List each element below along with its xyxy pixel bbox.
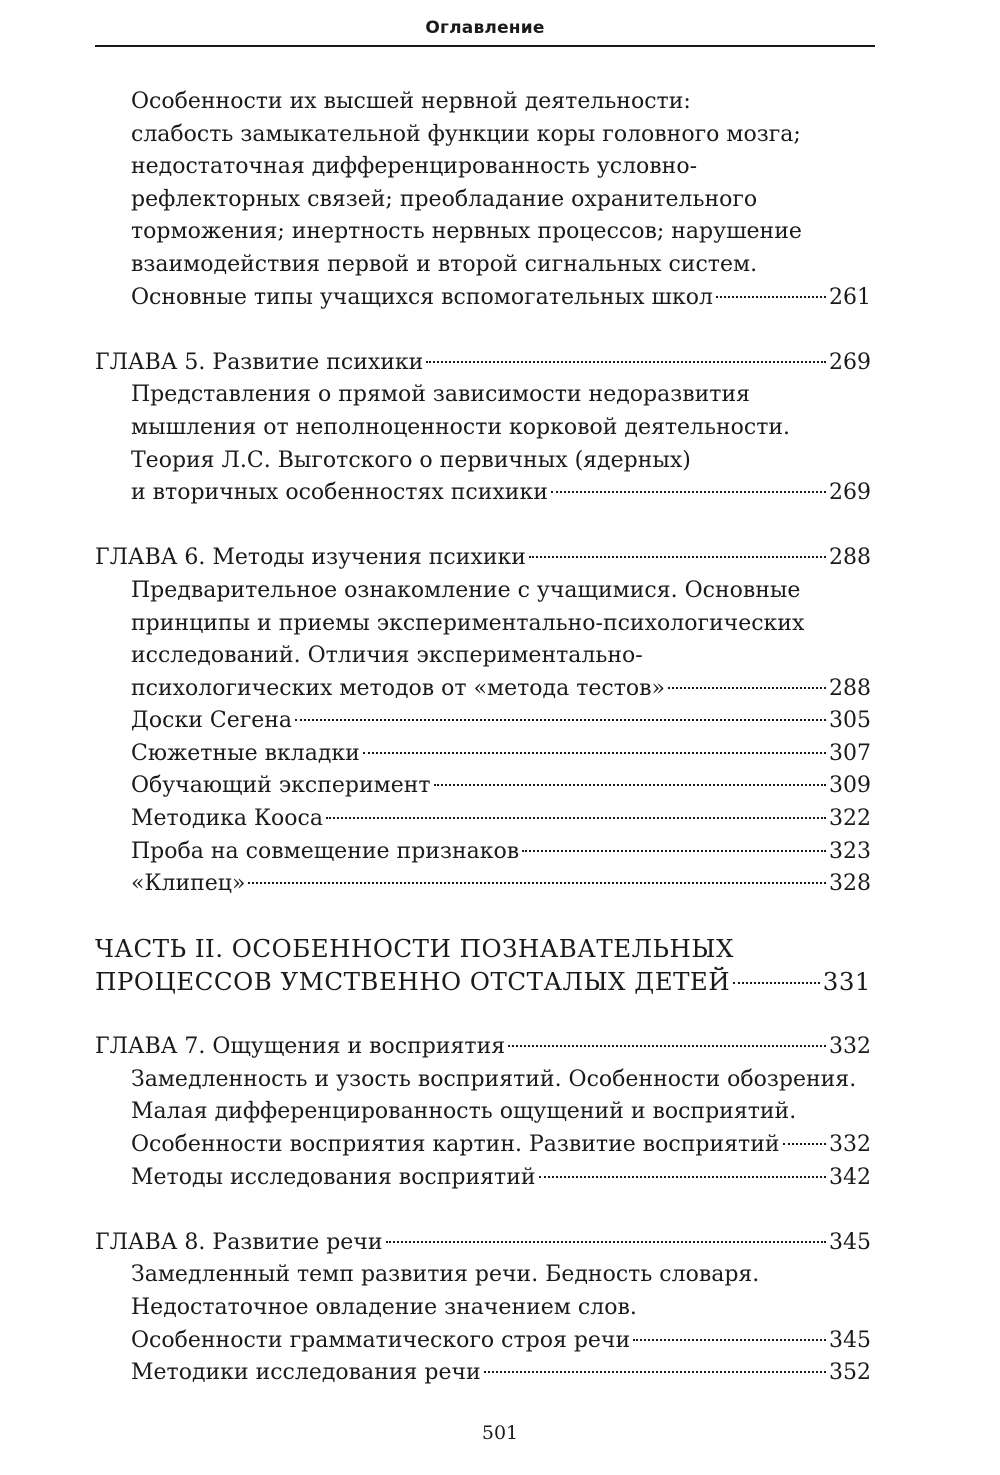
toc-entry-title: Методы исследования восприятий (131, 1164, 536, 1190)
toc-page-number: 305 (829, 708, 871, 734)
dot-leader (248, 882, 826, 884)
toc-entry[interactable] (95, 445, 871, 478)
dot-leader (633, 1339, 826, 1341)
toc-entry[interactable] (95, 1325, 871, 1358)
dot-leader (522, 850, 826, 852)
section-gap (95, 901, 871, 934)
toc-page-number: 322 (829, 806, 871, 832)
toc-page-number: 352 (829, 1360, 871, 1386)
toc-page-number: 261 (829, 284, 871, 310)
toc-page-number: 331 (822, 967, 871, 997)
toc-entry[interactable] (95, 86, 871, 119)
dot-leader (434, 784, 826, 786)
toc-entry-title: недостаточная дифференцированность условно- (131, 154, 698, 180)
toc-part-entry[interactable] (95, 966, 871, 999)
toc-entry-title: Недостаточное овладение значением слов. (131, 1294, 637, 1320)
dot-leader (508, 1045, 826, 1047)
toc-entry-title: Методики исследования речи (131, 1360, 481, 1386)
toc-entry-title: Замедленность и узость восприятий. Особенности обозрения. (131, 1066, 857, 1092)
toc-entry[interactable] (95, 216, 871, 249)
toc-entry-title: Замедленный темп развития речи. Бедность словаря. (131, 1262, 760, 1288)
dot-leader (783, 1143, 826, 1145)
toc-page-number: 309 (829, 773, 871, 799)
toc-entry-title: исследований. Отличия экспериментально- (131, 643, 643, 669)
toc-entry[interactable] (95, 379, 871, 412)
toc-entry-title: слабость замыкательной функции коры головного мозга; (131, 121, 801, 147)
toc-entry-title: психологических методов от «метода тестов» (131, 675, 665, 701)
dot-leader (363, 752, 826, 754)
toc-entry-title: ГЛАВА 8. Развитие речи (95, 1229, 383, 1255)
toc-entry[interactable] (95, 1129, 871, 1162)
header-rule (95, 45, 875, 47)
toc-entry-title: взаимодействия первой и второй сигнальных систем. (131, 251, 758, 277)
dot-leader (733, 982, 820, 984)
dot-leader (326, 817, 826, 819)
section-gap (95, 1194, 871, 1227)
section-gap (95, 314, 871, 347)
toc-entry-title: Теория Л.С. Выготского о первичных (ядерных) (131, 447, 691, 473)
dot-leader (529, 556, 826, 558)
toc-entry[interactable] (95, 836, 871, 869)
toc-page-number: 269 (829, 349, 871, 375)
toc-entry-title: «Клипец» (131, 871, 246, 897)
toc-entry-title: ГЛАВА 7. Ощущения и восприятия (95, 1034, 506, 1060)
toc-page-number: 269 (829, 480, 871, 506)
toc-page-number: 342 (829, 1164, 871, 1190)
toc-entry-title: Особенности восприятия картин. Развитие восприятий (131, 1132, 780, 1157)
toc-page-number: 332 (829, 1132, 871, 1157)
toc-entry[interactable] (95, 119, 871, 152)
toc-entry[interactable] (95, 575, 871, 608)
dot-leader (668, 687, 826, 689)
toc-entry-title: Сюжетные вкладки (131, 740, 360, 766)
table-of-contents (95, 86, 871, 1390)
toc-entry[interactable] (95, 803, 871, 836)
dot-leader (484, 1371, 826, 1373)
toc-entry[interactable] (95, 868, 871, 901)
toc-entry[interactable] (95, 412, 871, 445)
toc-entry[interactable] (95, 1357, 871, 1390)
toc-entry[interactable] (95, 1064, 871, 1097)
toc-entry-title: ЧАСТЬ II. ОСОБЕННОСТИ ПОЗНАВАТЕЛЬНЫХ (95, 934, 734, 964)
section-gap (95, 510, 871, 543)
dot-leader (716, 296, 826, 298)
dot-leader (295, 719, 826, 721)
toc-entry[interactable] (95, 249, 871, 282)
toc-part-entry[interactable] (95, 933, 871, 966)
toc-page-number: 288 (829, 675, 871, 701)
dot-leader (551, 491, 826, 493)
toc-page-number: 288 (829, 545, 871, 571)
toc-entry-title: мышления от неполноценности корковой деятельности. (131, 414, 791, 440)
toc-entry[interactable] (95, 282, 871, 315)
toc-entry[interactable] (95, 705, 871, 738)
toc-entry-title: Основные типы учащихся вспомогательных школ (131, 284, 713, 310)
toc-entry[interactable] (95, 477, 871, 510)
toc-entry-title: ПРОЦЕССОВ УМСТВЕННО ОТСТАЛЫХ ДЕТЕЙ (95, 967, 731, 997)
toc-chapter-entry[interactable] (95, 1227, 871, 1260)
toc-entry-title: Предварительное ознакомление с учащимися. Основные (131, 577, 801, 603)
toc-entry-title: и вторичных особенностях психики (131, 480, 548, 506)
toc-entry[interactable] (95, 1259, 871, 1292)
toc-entry-title: Представления о прямой зависимости недоразвития (131, 382, 750, 408)
toc-chapter-entry[interactable] (95, 1031, 871, 1064)
toc-page-number: 323 (829, 838, 871, 864)
toc-entry[interactable] (95, 151, 871, 184)
toc-entry-title: ГЛАВА 6. Методы изучения психики (95, 545, 526, 571)
toc-entry-title: рефлекторных связей; преобладание охранительного (131, 186, 758, 212)
toc-entry[interactable] (95, 1292, 871, 1325)
toc-entry[interactable] (95, 1162, 871, 1195)
section-gap (95, 999, 871, 1032)
toc-entry-title: Особенности их высшей нервной деятельности: (131, 89, 691, 114)
toc-page-number: 307 (829, 740, 871, 766)
toc-entry[interactable] (95, 608, 871, 641)
toc-entry-title: Проба на совмещение признаков (131, 838, 520, 864)
running-header: Оглавление (425, 18, 545, 38)
toc-entry-title: Методика Кооса (131, 806, 323, 832)
dot-leader (426, 361, 826, 363)
toc-chapter-entry[interactable] (95, 542, 871, 575)
toc-entry-title: Доски Сегена (131, 708, 293, 734)
toc-entry[interactable] (95, 770, 871, 803)
toc-page-number: 328 (829, 871, 871, 897)
toc-entry-title: Обучающий эксперимент (131, 773, 431, 799)
toc-entry-title: принципы и приемы экспериментально-психологических (131, 610, 805, 636)
toc-page-number: 345 (829, 1327, 871, 1353)
toc-chapter-entry[interactable] (95, 347, 871, 380)
dot-leader (539, 1176, 826, 1178)
toc-entry[interactable] (95, 673, 871, 706)
toc-entry-title: торможения; инертность нервных процессов; нарушение (131, 219, 802, 245)
toc-entry[interactable] (95, 738, 871, 771)
toc-entry[interactable] (95, 1096, 871, 1129)
toc-page-number: 345 (829, 1229, 871, 1255)
toc-entry-title: Малая дифференцированность ощущений и восприятий. (131, 1099, 797, 1125)
toc-entry[interactable] (95, 640, 871, 673)
toc-page-number: 332 (829, 1034, 871, 1060)
toc-entry-title: ГЛАВА 5. Развитие психики (95, 349, 424, 375)
dot-leader (386, 1241, 826, 1243)
toc-entry-title: Особенности грамматического строя речи (131, 1327, 631, 1353)
page-number: 501 (481, 1422, 519, 1444)
toc-entry[interactable] (95, 184, 871, 217)
